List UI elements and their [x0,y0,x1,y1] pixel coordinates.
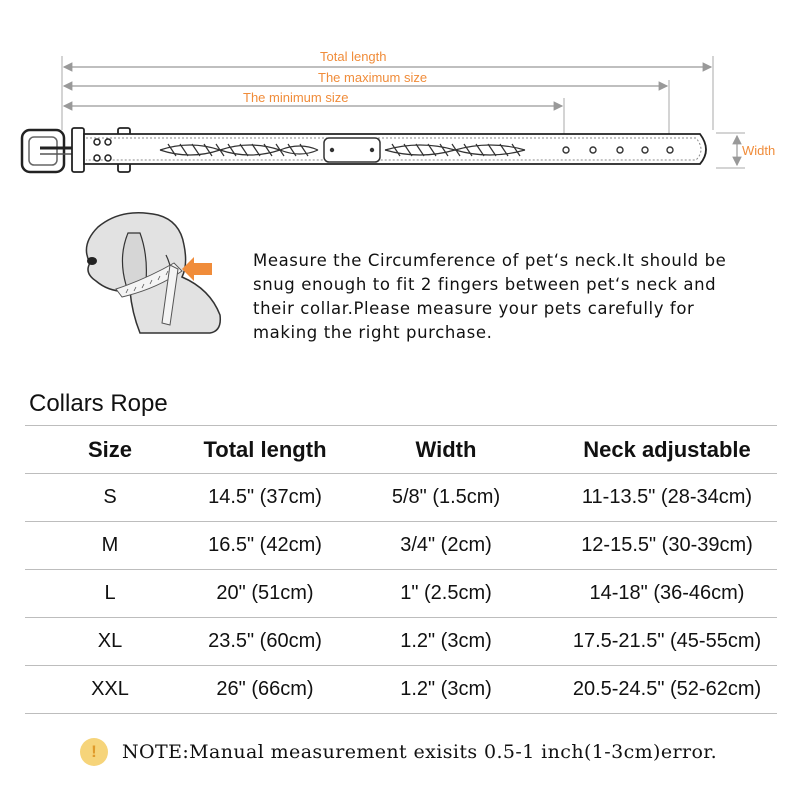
header-total-length: Total length [203,436,327,462]
total-length-cell: 23.5" (60cm) [208,630,322,652]
size-table [25,425,777,714]
max-size-label: The maximum size [318,70,428,85]
neck-adjustable-cell: 17.5-21.5" (45-55cm) [572,630,762,652]
size-cell: XL [97,630,123,652]
measure-instructions: Measure the Circumference of pet‘s neck.It should be snug enough to fit 2 fingers between pet‘s neck and their collar.Please measure your pets carefully for making the right purchase. [253,251,727,342]
width-cell: 1" (2.5cm) [400,582,492,604]
header-neck-adjustable: Neck adjustable [583,436,751,462]
collar-diagram [0,0,800,200]
min-size-label: The minimum size [243,90,349,105]
width-cell: 3/4" (2cm) [400,534,492,556]
size-cell: XXL [91,678,129,700]
table-row [25,521,777,569]
note-text: NOTE:Manual measurement exisits 0.5-1 inch(1-3cm)error. [122,741,718,763]
table-row [25,665,777,714]
dog-neck-measure-illustration [70,205,230,335]
table-header-row [25,425,777,473]
measurement-note [80,738,717,766]
orange-arrow-icon [182,257,212,281]
width-cell: 1.2" (3cm) [400,678,492,700]
width-cell: 5/8" (1.5cm) [391,486,501,508]
warning-icon: ! [80,738,108,766]
neck-adjustable-cell: 12-15.5" (30-39cm) [581,534,753,556]
table-row [25,617,777,665]
total-length-cell: 20" (51cm) [216,582,314,604]
section-title: Collars Rope [29,390,168,417]
header-size: Size [87,436,133,462]
size-cell: M [101,534,119,556]
table-row [25,473,777,521]
width-cell: 1.2" (3cm) [400,630,492,652]
total-length-cell: 16.5" (42cm) [208,534,322,556]
neck-adjustable-cell: 14-18" (36-46cm) [589,582,745,604]
size-cell: S [103,486,117,508]
header-width: Width [415,436,477,462]
size-cell: L [104,582,116,604]
width-label: Width [742,143,776,158]
total-length-cell: 26" (66cm) [216,678,314,700]
total-length-cell: 14.5" (37cm) [208,486,322,508]
neck-adjustable-cell: 11-13.5" (28-34cm) [581,486,753,508]
neck-adjustable-cell: 20.5-24.5" (52-62cm) [572,678,762,700]
total-length-label: Total length [320,49,387,64]
table-row [25,569,777,617]
